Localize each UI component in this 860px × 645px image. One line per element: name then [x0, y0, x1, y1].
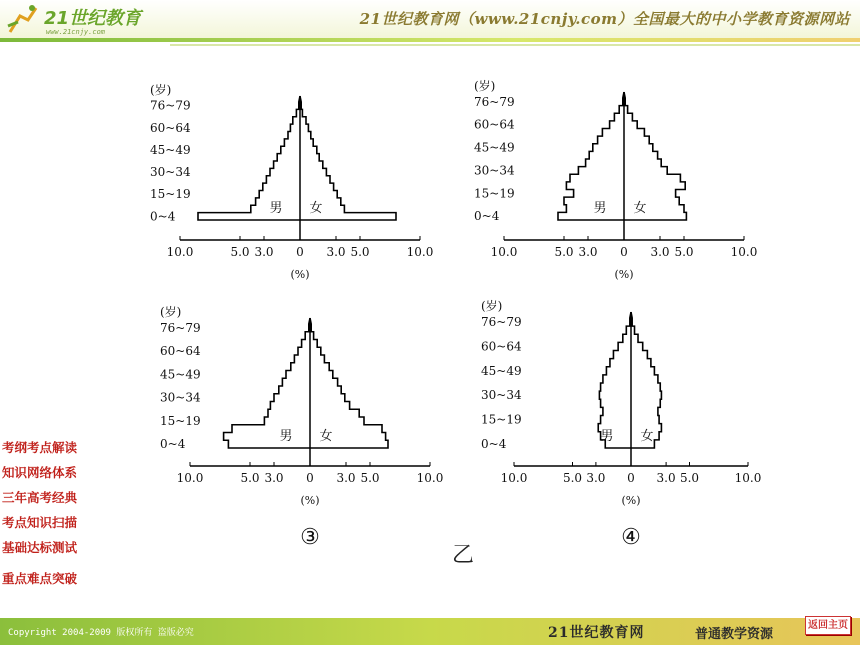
y-tick-label: 45~49: [481, 363, 522, 378]
x-tick-label: 5.0: [240, 471, 260, 485]
y-tick-label: 60~64: [474, 117, 515, 132]
male-outline: [198, 96, 300, 220]
site-slogan: 21世纪教育网（www.21cnjy.com）全国最大的中小学教育资源网站: [359, 10, 850, 28]
x-tick-label: 5.0: [562, 471, 583, 485]
top-divider: [0, 38, 860, 42]
logo-url: www.21cnjy.com: [46, 28, 106, 36]
y-tick-label: 30~34: [160, 390, 201, 405]
male-outline: [224, 318, 310, 448]
male-label: 男: [279, 429, 293, 444]
y-tick-label: 15~19: [150, 187, 191, 202]
top-divider-thin: [170, 44, 860, 46]
y-tick-label: 76~79: [474, 94, 515, 109]
male-label: 男: [593, 201, 607, 216]
x-tick-label: 0: [306, 471, 314, 485]
nav-item-knowledge-map[interactable]: 知识网络体系: [2, 465, 78, 480]
x-tick-label: 5.0: [674, 245, 694, 259]
x-tick-label: 10.0: [734, 471, 762, 485]
x-tick-label: 0: [627, 471, 635, 485]
x-tick-label: 10.0: [406, 245, 434, 259]
female-outline: [631, 312, 661, 448]
figure-caption: 乙: [452, 543, 475, 568]
nav-item-past-exams[interactable]: 三年高考经典: [2, 490, 78, 505]
male-outline: [558, 92, 624, 220]
y-tick-label: 76~79: [150, 98, 191, 113]
x-unit-label: (%): [621, 494, 641, 507]
y-tick-label: 45~49: [150, 142, 191, 157]
y-tick-label: 76~79: [481, 315, 522, 330]
y-tick-label: 15~19: [481, 412, 522, 427]
y-unit-label: (岁): [150, 83, 172, 97]
male-outline: [598, 312, 631, 448]
y-tick-label: 0~4: [160, 437, 186, 452]
x-tick-label: 5.0: [554, 245, 574, 259]
female-label: 女: [640, 429, 654, 444]
y-tick-label: 15~19: [160, 413, 201, 428]
y-tick-label: 60~64: [160, 344, 201, 359]
y-unit-label: (岁): [474, 79, 496, 93]
x-tick-label: 5.0: [350, 245, 370, 259]
footer-resource-label: 普通教学资源: [695, 627, 774, 642]
x-tick-label: 0: [296, 245, 304, 259]
home-button[interactable]: 返回主页: [805, 616, 851, 635]
nav-item-exam-outline[interactable]: 考纲考点解读: [2, 440, 78, 455]
x-unit-label: (%): [300, 494, 320, 507]
runner-icon: [6, 2, 40, 38]
x-tick-label: 3.0: [586, 471, 606, 485]
x-tick-label: 3.0: [326, 245, 346, 259]
x-tick-label: 5.0: [360, 471, 380, 485]
x-tick-label: 3.0: [650, 245, 670, 259]
figure-panel: [134, 62, 782, 562]
y-unit-label: (岁): [160, 305, 182, 319]
y-tick-label: 60~64: [150, 120, 191, 135]
panel-number-label: ④: [621, 525, 641, 550]
y-tick-label: 30~34: [474, 163, 515, 178]
female-label: 女: [309, 201, 323, 216]
y-unit-label: (岁): [481, 299, 503, 313]
population-pyramids-figure: [134, 62, 782, 562]
y-tick-label: 0~4: [474, 209, 500, 224]
female-label: 女: [633, 201, 647, 216]
x-tick-label: 3.0: [264, 471, 284, 485]
site-logo[interactable]: [6, 2, 166, 38]
copyright-text: Copyright 2004-2009 版权所有 盗版必究: [8, 628, 194, 638]
y-tick-label: 45~49: [160, 367, 201, 382]
x-tick-label: 10.0: [416, 471, 444, 485]
x-tick-label: 10.0: [176, 471, 204, 485]
panel-number-label: ③: [300, 525, 320, 550]
nav-item-knowledge-scan[interactable]: 考点知识扫描: [2, 515, 78, 530]
x-tick-label: 3.0: [656, 471, 676, 485]
y-tick-label: 30~34: [481, 388, 522, 403]
nav-item-key-points[interactable]: 重点难点突破: [2, 571, 78, 586]
y-tick-label: 76~79: [160, 320, 201, 335]
x-tick-label: 10.0: [730, 245, 758, 259]
x-tick-label: 0: [620, 245, 628, 259]
y-tick-label: 15~19: [474, 186, 515, 201]
female-label: 女: [319, 429, 333, 444]
top-banner: [0, 0, 860, 38]
x-tick-label: 10.0: [166, 245, 194, 259]
y-tick-label: 0~4: [481, 436, 507, 451]
x-tick-label: 3.0: [578, 245, 598, 259]
logo-text: 21世纪教育: [44, 8, 142, 29]
footer-site-name: 21世纪教育网: [548, 625, 645, 641]
male-label: 男: [600, 429, 614, 444]
x-unit-label: (%): [614, 268, 634, 281]
nav-item-basic-test[interactable]: 基础达标测试: [2, 540, 78, 555]
x-tick-label: 10.0: [490, 245, 518, 259]
x-tick-label: 3.0: [336, 471, 356, 485]
x-tick-label: 10.0: [500, 471, 528, 485]
x-tick-label: 3.0: [254, 245, 274, 259]
x-unit-label: (%): [290, 268, 310, 281]
x-tick-label: 5.0: [679, 471, 700, 485]
x-tick-label: 5.0: [230, 245, 250, 259]
y-tick-label: 60~64: [481, 339, 522, 354]
male-label: 男: [269, 201, 283, 216]
y-tick-label: 0~4: [150, 209, 176, 224]
y-tick-label: 45~49: [474, 140, 515, 155]
y-tick-label: 30~34: [150, 165, 191, 180]
